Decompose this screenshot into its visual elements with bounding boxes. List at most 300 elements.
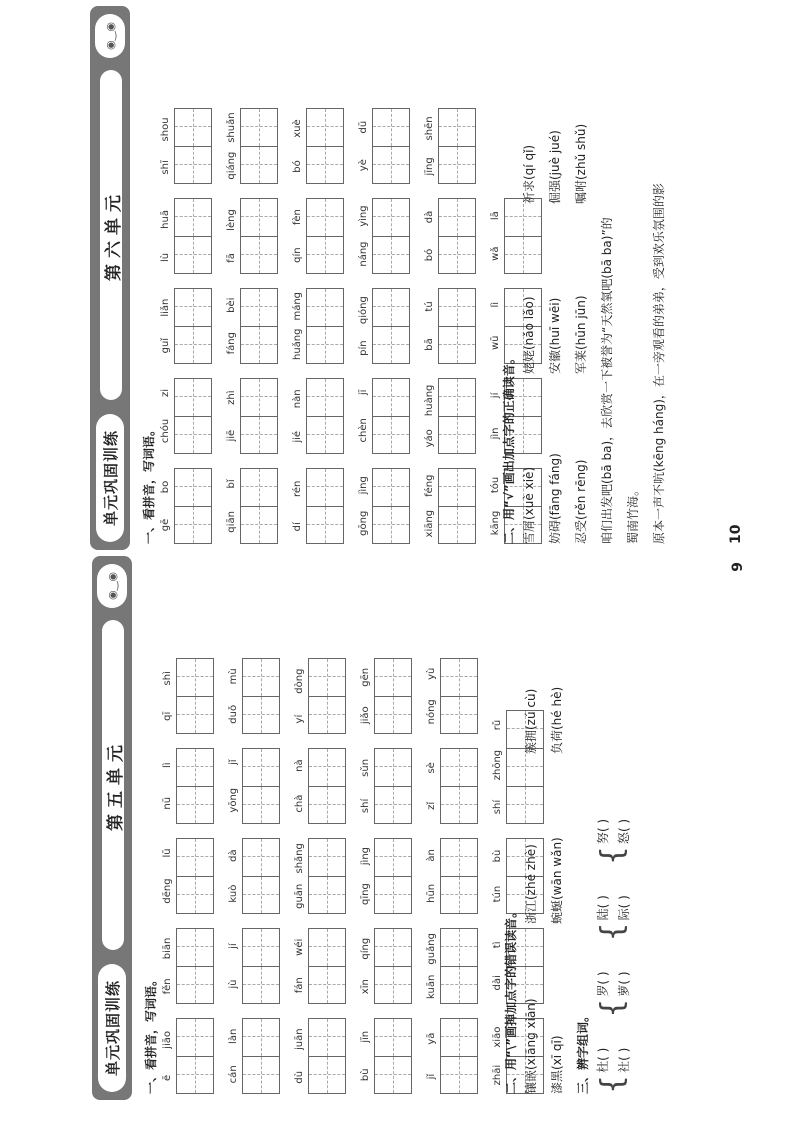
pinyin-syllable: xiāo — [492, 1026, 503, 1048]
word-item — [424, 928, 478, 1004]
writing-box[interactable] — [242, 1056, 280, 1094]
pinyin-syllable: guǎng — [426, 933, 437, 965]
word-item — [160, 838, 214, 914]
pinyin-syllable: jiāo — [162, 1031, 173, 1049]
pinyin-syllable: lù — [160, 252, 171, 262]
pinyin-syllable: juān — [294, 1028, 305, 1051]
word-item — [226, 1018, 280, 1094]
writing-box[interactable] — [438, 416, 476, 454]
pinyin-syllable: dài — [492, 975, 503, 991]
pinyin-syllable: ē — [162, 1074, 173, 1081]
pinyin-label — [358, 838, 374, 914]
writing-box[interactable] — [240, 288, 278, 326]
word-item — [224, 288, 278, 364]
writing-boxes — [242, 928, 280, 1004]
writing-box[interactable] — [176, 838, 214, 876]
writing-box[interactable] — [242, 748, 280, 786]
pinyin-syllable: bó — [292, 160, 303, 173]
writing-box[interactable] — [176, 786, 214, 824]
pinyin-label — [224, 288, 240, 364]
word-row — [160, 554, 214, 1094]
pinyin-label — [226, 658, 242, 734]
writing-box[interactable] — [240, 146, 278, 184]
pinyin-label — [424, 1018, 440, 1094]
pinyin-syllable: jiǎo — [360, 706, 371, 725]
word-item — [226, 838, 280, 914]
word-item — [292, 928, 346, 1004]
pinyin-label — [290, 108, 306, 184]
writing-box[interactable] — [440, 658, 478, 696]
pinyin-syllable: pín — [358, 340, 369, 356]
writing-box[interactable] — [372, 506, 410, 544]
pinyin-syllable: kāng — [490, 510, 501, 536]
writing-box[interactable] — [174, 198, 212, 236]
writing-box[interactable] — [240, 198, 278, 236]
writing-box[interactable] — [308, 966, 346, 1004]
word-item — [292, 658, 346, 734]
writing-boxes — [438, 288, 476, 364]
page-9 — [92, 556, 746, 1100]
sentence-line: 咱们出发吧(bā ba)，去欣赏一下被誉为“天然氧吧(bā ba)”的 — [600, 217, 614, 544]
writing-box[interactable] — [374, 1056, 412, 1094]
section-2-lines — [520, 34, 676, 544]
pinyin-syllable: nà — [294, 759, 305, 772]
pinyin-label — [160, 658, 176, 734]
writing-box[interactable] — [440, 748, 478, 786]
pinyin-syllable: jǐ — [228, 759, 239, 765]
pinyin-syllable: qīng — [360, 883, 371, 906]
writing-box[interactable] — [308, 1056, 346, 1094]
word-row — [292, 554, 346, 1094]
word-item — [356, 198, 410, 274]
writing-box[interactable] — [438, 506, 476, 544]
writing-box[interactable] — [440, 1056, 478, 1094]
section-2-title: 二、用“\”画掉加点字的错误读音。 — [504, 905, 518, 1094]
writing-boxes — [240, 108, 278, 184]
writing-boxes — [438, 468, 476, 544]
writing-box[interactable] — [174, 378, 212, 416]
writing-box[interactable] — [176, 966, 214, 1004]
word-row — [422, 4, 476, 544]
writing-box[interactable] — [308, 658, 346, 696]
pinyin-syllable: bù — [492, 849, 503, 863]
writing-box[interactable] — [308, 876, 346, 914]
writing-box[interactable] — [438, 326, 476, 364]
writing-box[interactable] — [242, 876, 280, 914]
writing-boxes — [242, 748, 280, 824]
pinyin-label — [160, 928, 176, 1004]
writing-box[interactable] — [372, 198, 410, 236]
writing-box[interactable] — [174, 288, 212, 326]
writing-box[interactable] — [176, 1056, 214, 1094]
pinyin-label — [422, 378, 438, 454]
section-2-lines — [522, 584, 574, 1094]
word-item — [358, 928, 412, 1004]
writing-boxes — [176, 928, 214, 1004]
writing-boxes — [176, 838, 214, 914]
writing-boxes — [440, 838, 478, 914]
word-item — [160, 928, 214, 1004]
question-line: 忍受(rěn rēng) 军莱(hūn jūn) 嘱咐(zhǔ shǔ) — [574, 123, 588, 544]
writing-box[interactable] — [242, 966, 280, 1004]
writing-box[interactable] — [306, 506, 344, 544]
writing-box[interactable] — [308, 748, 346, 786]
pinyin-syllable: shuǎn — [226, 112, 237, 143]
writing-box[interactable] — [306, 288, 344, 326]
word-item — [290, 198, 344, 274]
word-item — [224, 198, 278, 274]
word-item — [160, 748, 214, 824]
pinyin-syllable: nóng — [426, 699, 437, 725]
char-group: { 杜( ) 社( ) — [595, 1047, 631, 1094]
pinyin-syllable: fèn — [292, 209, 303, 226]
pinyin-syllable: lū — [162, 848, 173, 858]
writing-boxes — [372, 108, 410, 184]
writing-box[interactable] — [440, 838, 478, 876]
pinyin-label — [158, 378, 174, 454]
writing-box[interactable] — [174, 236, 212, 274]
pinyin-label — [226, 748, 242, 824]
writing-box[interactable] — [372, 378, 410, 416]
word-item — [292, 838, 346, 914]
writing-box[interactable] — [306, 198, 344, 236]
pinyin-label — [424, 838, 440, 914]
word-item — [224, 378, 278, 454]
writing-box[interactable] — [242, 658, 280, 696]
writing-box[interactable] — [306, 326, 344, 364]
writing-box[interactable] — [372, 146, 410, 184]
word-item — [356, 288, 410, 364]
pinyin-syllable: àn — [426, 849, 437, 862]
writing-box[interactable] — [176, 658, 214, 696]
word-row — [356, 4, 410, 544]
pinyin-label — [356, 288, 372, 364]
pinyin-syllable: kuān — [426, 974, 437, 999]
writing-box[interactable] — [372, 468, 410, 506]
pinyin-label — [158, 288, 174, 364]
pinyin-syllable: lì — [490, 301, 501, 308]
writing-box[interactable] — [372, 288, 410, 326]
writing-box[interactable] — [374, 928, 412, 966]
writing-box[interactable] — [240, 416, 278, 454]
writing-box[interactable] — [240, 378, 278, 416]
writing-boxes — [176, 658, 214, 734]
pinyin-syllable: yí — [294, 714, 305, 724]
writing-boxes — [306, 378, 344, 454]
writing-box[interactable] — [438, 198, 476, 236]
pinyin-label — [490, 838, 506, 914]
writing-box[interactable] — [242, 928, 280, 966]
pinyin-syllable: jiē — [226, 429, 237, 442]
word-row — [226, 554, 280, 1094]
writing-boxes — [374, 658, 412, 734]
writing-boxes — [240, 198, 278, 274]
pinyin-syllable: duǒ — [228, 704, 239, 724]
word-row — [158, 4, 212, 544]
word-item — [290, 288, 344, 364]
writing-box[interactable] — [242, 786, 280, 824]
writing-box[interactable] — [374, 966, 412, 1004]
writing-boxes — [374, 748, 412, 824]
owl-mascot-icon: ◉‿◉ — [97, 564, 127, 608]
writing-box[interactable] — [242, 838, 280, 876]
writing-box[interactable] — [440, 876, 478, 914]
writing-boxes — [372, 468, 410, 544]
word-item — [292, 1018, 346, 1094]
pinyin-syllable: dù — [294, 1070, 305, 1084]
sentence-line: 原本一声不吭(kēng háng)，在一旁观看的弟弟，受到欢乐氛围的影 — [652, 183, 666, 544]
writing-box[interactable] — [438, 288, 476, 326]
pinyin-label — [292, 928, 308, 1004]
page-number: 9 — [730, 562, 746, 572]
sentence-line: 蜀南竹海。 — [626, 483, 640, 544]
word-item — [356, 378, 410, 454]
pinyin-syllable: fā — [226, 253, 237, 263]
writing-boxes — [174, 468, 212, 544]
writing-box[interactable] — [306, 468, 344, 506]
word-item — [356, 108, 410, 184]
pinyin-syllable: zhōng — [492, 749, 503, 781]
writing-box[interactable] — [174, 468, 212, 506]
pinyin-label — [224, 468, 240, 544]
writing-box[interactable] — [374, 838, 412, 876]
pinyin-syllable: bo — [160, 480, 171, 494]
writing-box[interactable] — [308, 928, 346, 966]
writing-box[interactable] — [374, 696, 412, 734]
word-item — [160, 1018, 214, 1094]
pinyin-syllable: shí — [492, 799, 503, 815]
writing-box[interactable] — [372, 416, 410, 454]
word-item — [356, 468, 410, 544]
writing-box[interactable] — [438, 236, 476, 274]
word-item — [290, 378, 344, 454]
pinyin-syllable: shī — [160, 160, 171, 175]
pinyin-syllable: xuè — [292, 119, 303, 138]
pinyin-syllable: jīng — [424, 157, 435, 176]
writing-boxes — [174, 108, 212, 184]
pinyin-syllable: tú — [424, 301, 435, 312]
word-item — [158, 378, 212, 454]
writing-box[interactable] — [174, 108, 212, 146]
writing-box[interactable] — [176, 696, 214, 734]
pinyin-syllable: wéi — [294, 938, 305, 956]
pinyin-syllable: lì — [162, 762, 173, 768]
word-item — [290, 108, 344, 184]
writing-box[interactable] — [306, 236, 344, 274]
pinyin-syllable: nàn — [292, 389, 303, 409]
writing-box[interactable] — [308, 786, 346, 824]
pinyin-syllable: liǎn — [160, 298, 171, 317]
writing-box[interactable] — [240, 506, 278, 544]
writing-box[interactable] — [440, 696, 478, 734]
pinyin-syllable: rǔ — [492, 719, 503, 731]
writing-box[interactable] — [176, 928, 214, 966]
pinyin-syllable: fán — [294, 977, 305, 994]
writing-boxes — [176, 748, 214, 824]
writing-box[interactable] — [176, 1018, 214, 1056]
writing-box[interactable] — [308, 838, 346, 876]
word-item — [226, 658, 280, 734]
writing-box[interactable] — [174, 416, 212, 454]
pinyin-syllable: guǐ — [160, 337, 171, 354]
pinyin-label — [160, 748, 176, 824]
writing-box[interactable] — [440, 786, 478, 824]
writing-box[interactable] — [306, 378, 344, 416]
writing-boxes — [176, 1018, 214, 1094]
writing-box[interactable] — [374, 876, 412, 914]
char-groups — [594, 819, 632, 1094]
word-item — [226, 748, 280, 824]
question-line: 雪屑(xuè xiè) 姥姥(nǎo lǎo) 祈求(qí qǐ) — [522, 144, 536, 544]
writing-box[interactable] — [440, 928, 478, 966]
pinyin-syllable: dí — [292, 522, 303, 532]
pinyin-syllable: lā — [490, 211, 501, 221]
writing-box[interactable] — [374, 1018, 412, 1056]
pinyin-label — [422, 468, 438, 544]
word-item — [292, 748, 346, 824]
pinyin-syllable: tóu — [490, 476, 501, 494]
word-item — [158, 468, 212, 544]
writing-box[interactable] — [174, 506, 212, 544]
pinyin-syllable: bā — [424, 338, 435, 351]
writing-boxes — [440, 748, 478, 824]
writing-box[interactable] — [176, 748, 214, 786]
writing-boxes — [174, 378, 212, 454]
pinyin-syllable: shì — [162, 671, 173, 686]
pinyin-syllable: xiāng — [424, 509, 435, 538]
writing-box[interactable] — [308, 696, 346, 734]
pinyin-syllable: dòng — [294, 668, 305, 694]
writing-box[interactable] — [306, 108, 344, 146]
pinyin-syllable: qiān — [226, 511, 237, 533]
unit-review-badge: 单 元 巩 固 训 练 — [96, 414, 124, 542]
writing-box[interactable] — [240, 326, 278, 364]
pinyin-syllable: qiáng — [226, 151, 237, 180]
pinyin-syllable: jī — [358, 389, 369, 396]
writing-box[interactable] — [374, 658, 412, 696]
writing-box[interactable] — [440, 966, 478, 1004]
writing-box[interactable] — [372, 326, 410, 364]
pinyin-syllable: shí — [360, 798, 371, 814]
pinyin-syllable: bù — [360, 1068, 371, 1082]
pinyin-syllable: qíng — [360, 937, 371, 960]
word-item — [224, 108, 278, 184]
writing-box[interactable] — [308, 1018, 346, 1056]
pinyin-label — [290, 378, 306, 454]
pinyin-label — [226, 838, 242, 914]
writing-box[interactable] — [374, 748, 412, 786]
word-item — [224, 468, 278, 544]
pinyin-label — [158, 468, 174, 544]
pinyin-syllable: shou — [160, 117, 171, 142]
word-item — [358, 1018, 412, 1094]
pinyin-syllable: bèi — [226, 297, 237, 313]
writing-box[interactable] — [306, 416, 344, 454]
pinyin-syllable: dà — [228, 849, 239, 862]
writing-box[interactable] — [242, 1018, 280, 1056]
writing-boxes — [440, 1018, 478, 1094]
writing-box[interactable] — [438, 146, 476, 184]
word-item — [290, 468, 344, 544]
pinyin-syllable: gōng — [358, 510, 369, 536]
pinyin-syllable: huā — [160, 210, 171, 229]
word-item — [358, 838, 412, 914]
pinyin-syllable: yōng — [228, 787, 239, 813]
pinyin-label — [356, 198, 372, 274]
pinyin-syllable: biān — [162, 937, 173, 960]
pinyin-label — [226, 1018, 242, 1094]
writing-box[interactable] — [438, 378, 476, 416]
writing-box[interactable] — [240, 468, 278, 506]
pinyin-label — [488, 198, 504, 274]
writing-boxes — [240, 468, 278, 544]
writing-boxes — [308, 838, 346, 914]
writing-box[interactable] — [174, 146, 212, 184]
writing-box[interactable] — [176, 876, 214, 914]
pinyin-syllable: nū — [162, 796, 173, 810]
pinyin-syllable: jí — [228, 943, 239, 949]
pinyin-syllable: gē — [160, 518, 171, 532]
pinyin-syllable: yù — [426, 667, 437, 680]
pinyin-label — [358, 748, 374, 824]
writing-box[interactable] — [240, 108, 278, 146]
pinyin-syllable: cán — [228, 1065, 239, 1084]
writing-boxes — [242, 838, 280, 914]
writing-box[interactable] — [242, 696, 280, 734]
pinyin-syllable: shēn — [424, 116, 435, 141]
writing-box[interactable] — [440, 1018, 478, 1056]
writing-box[interactable] — [374, 786, 412, 824]
pinyin-syllable: mù — [228, 668, 239, 685]
pinyin-syllable: dà — [424, 210, 435, 224]
pinyin-syllable: qī — [162, 711, 173, 721]
pinyin-label — [292, 1018, 308, 1094]
section-3-title: 三、辨字组词。 — [576, 1009, 590, 1094]
writing-box[interactable] — [240, 236, 278, 274]
pinyin-syllable: làn — [228, 1028, 239, 1044]
writing-box[interactable] — [174, 326, 212, 364]
word-item — [158, 198, 212, 274]
word-item — [158, 108, 212, 184]
pinyin-syllable: jìn — [490, 427, 501, 440]
writing-box[interactable] — [438, 468, 476, 506]
pinyin-label — [422, 198, 438, 274]
writing-boxes — [372, 378, 410, 454]
pinyin-label — [226, 928, 242, 1004]
writing-box[interactable] — [372, 108, 410, 146]
pinyin-label — [356, 378, 372, 454]
writing-box[interactable] — [372, 236, 410, 274]
writing-boxes — [242, 1018, 280, 1094]
word-item — [424, 1018, 478, 1094]
pinyin-syllable: chà — [294, 794, 305, 813]
pinyin-syllable: jié — [292, 430, 303, 443]
writing-box[interactable] — [306, 146, 344, 184]
word-row — [224, 4, 278, 544]
pinyin-syllable: guān — [294, 883, 305, 909]
writing-boxes — [242, 658, 280, 734]
pinyin-syllable: hūn — [426, 883, 437, 903]
writing-boxes — [174, 198, 212, 274]
writing-boxes — [372, 198, 410, 274]
writing-boxes — [240, 378, 278, 454]
pinyin-syllable: zhāi — [492, 1064, 503, 1086]
writing-box[interactable] — [438, 108, 476, 146]
pinyin-syllable: yáo — [424, 429, 435, 448]
writing-boxes — [306, 468, 344, 544]
page-10 — [90, 6, 744, 550]
word-item — [422, 468, 476, 544]
